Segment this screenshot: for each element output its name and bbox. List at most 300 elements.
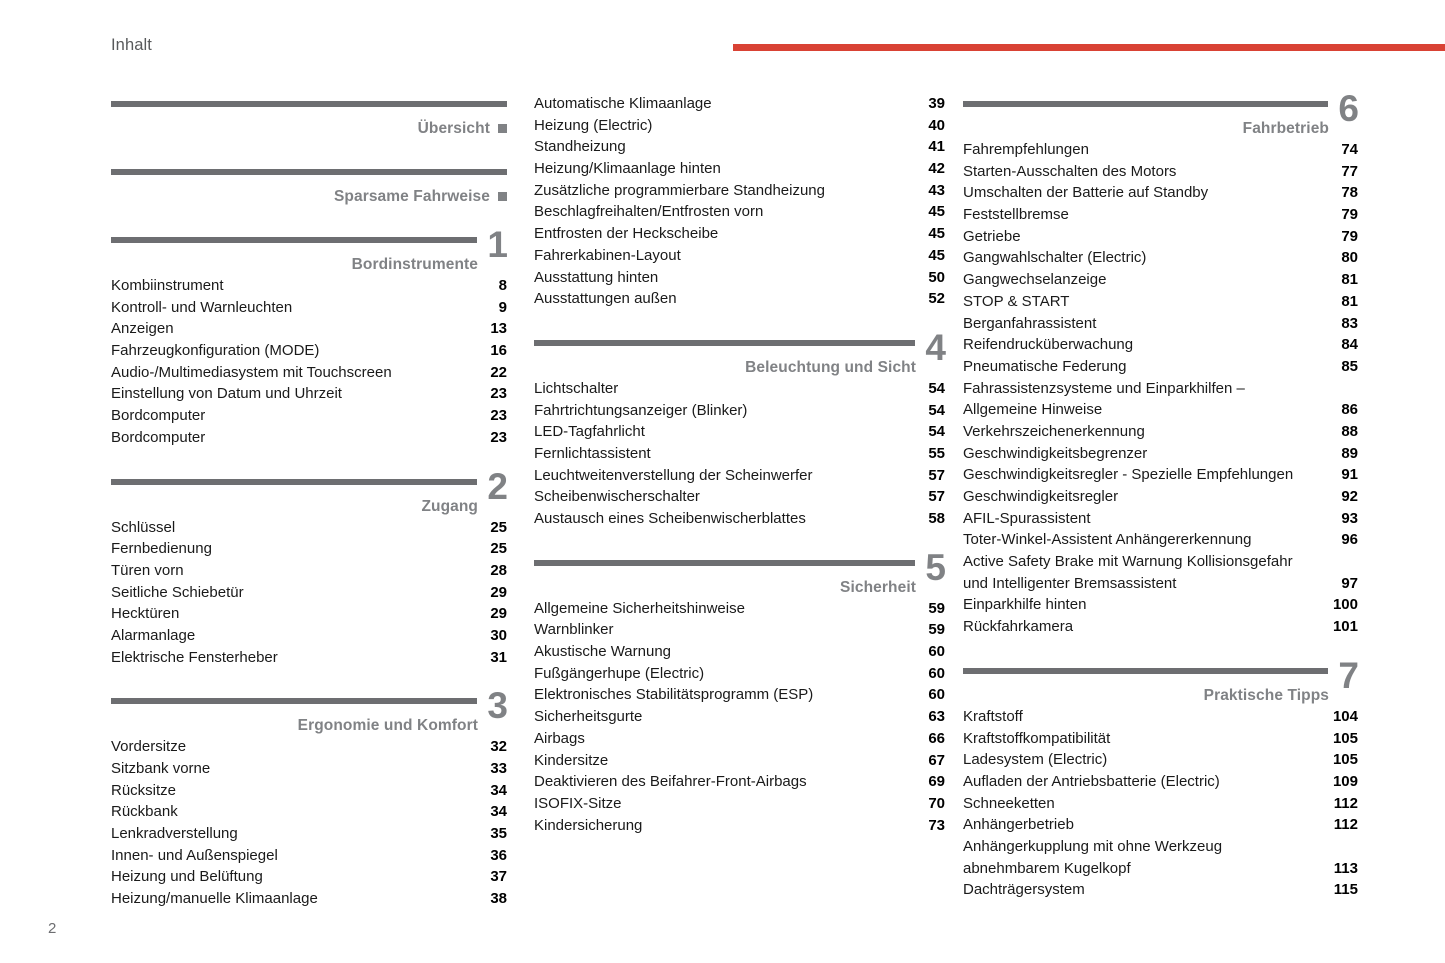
toc-entry-label: Fahrempfehlungen — [963, 141, 1089, 158]
section-header — [963, 654, 1358, 708]
toc-entry[interactable] — [963, 401, 1358, 423]
toc-entry-page-number: 86 — [1341, 401, 1358, 419]
toc-entry-page-number: 45 — [928, 225, 945, 243]
section-header — [111, 685, 507, 738]
toc-entry-list — [111, 519, 507, 671]
toc-entry-page-number: 16 — [490, 342, 507, 360]
section-number: 5 — [925, 546, 945, 588]
toc-entry[interactable] — [963, 596, 1358, 618]
toc-entry-page-number: 105 — [1332, 729, 1358, 747]
toc-entry-page-number: 81 — [1341, 271, 1358, 289]
toc-entry[interactable] — [111, 605, 507, 627]
toc-entry-label: Standheizung — [534, 138, 626, 156]
toc-entry-label: Innen- und Außenspiegel — [111, 846, 278, 864]
toc-entry[interactable] — [534, 247, 945, 269]
toc-entry[interactable] — [963, 531, 1358, 553]
section-rule — [111, 479, 477, 485]
toc-entry-label: Bordcomputer — [111, 407, 206, 425]
toc-entry[interactable] — [963, 730, 1358, 752]
toc-entry[interactable] — [534, 488, 945, 510]
toc-entry[interactable] — [963, 881, 1358, 903]
section-title: Praktische Tipps — [1203, 686, 1329, 704]
toc-entry-page-number: 81 — [1341, 292, 1358, 310]
footer-page-number: 2 — [48, 920, 57, 937]
section-header — [111, 163, 507, 209]
section-number: 6 — [1338, 88, 1358, 129]
section-title: Sicherheit — [840, 578, 916, 596]
toc-entry-label: Rückfahrkamera — [963, 618, 1074, 636]
toc-entry-page-number: 42 — [928, 160, 945, 178]
toc-entry-list — [111, 738, 507, 912]
section-square-marker-icon — [498, 192, 507, 201]
toc-entry-page-number: 32 — [490, 738, 507, 756]
toc-entry[interactable] — [963, 510, 1358, 532]
toc-entry-label: Austausch eines Scheibenwischerblattes — [534, 510, 806, 527]
toc-entry-page-number: 25 — [490, 518, 507, 536]
toc-entry-page-number: 80 — [1341, 249, 1358, 267]
toc-entry-label: Lenkradverstellung — [111, 825, 238, 843]
toc-entry-page-number: 63 — [928, 708, 945, 726]
section-number: 4 — [925, 326, 945, 368]
toc-entry[interactable] — [963, 206, 1358, 228]
toc-entry-page-number: 23 — [490, 407, 507, 425]
toc-entry-label: Dachträgersystem — [963, 881, 1085, 899]
toc-entry-label: Kraftstoffkompatibilität — [963, 729, 1111, 747]
toc-entry[interactable] — [111, 803, 507, 825]
toc-entry[interactable] — [111, 277, 507, 299]
toc-entry-page-number: 57 — [928, 488, 945, 506]
toc-section — [111, 465, 507, 671]
toc-entry-page-number: 9 — [498, 298, 507, 316]
toc-entry-label: Einstellung von Datum und Uhrzeit — [111, 385, 342, 403]
toc-entry[interactable] — [111, 584, 507, 606]
toc-entry[interactable] — [534, 510, 945, 532]
toc-entry[interactable] — [963, 751, 1358, 773]
toc-entry[interactable] — [111, 868, 507, 890]
toc-entry-page-number: 115 — [1333, 881, 1358, 899]
toc-entry[interactable] — [111, 649, 507, 671]
toc-entry-label: Sicherheitsgurte — [534, 708, 643, 726]
toc-entry[interactable] — [963, 423, 1358, 445]
toc-entry[interactable] — [534, 467, 945, 489]
toc-entry-list — [534, 95, 945, 312]
section-header — [111, 224, 507, 277]
toc-entry[interactable] — [963, 445, 1358, 467]
toc-column-1 — [111, 95, 507, 912]
toc-entry-page-number: 22 — [490, 363, 507, 381]
toc-entry[interactable] — [963, 336, 1358, 358]
toc-entry-page-number: 79 — [1341, 206, 1358, 224]
toc-entry-page-number: 31 — [490, 648, 507, 666]
toc-entry[interactable] — [111, 342, 507, 364]
toc-entry-page-number: 74 — [1341, 141, 1358, 158]
toc-entry[interactable] — [534, 182, 945, 204]
toc-entry-label: Kombiinstrument — [111, 277, 224, 294]
toc-entry-page-number: 8 — [498, 277, 507, 294]
toc-entry-label: Toter-Winkel-Assistent Anhängererkennung — [963, 531, 1252, 549]
section-rule — [963, 668, 1328, 674]
toc-entry-label: und Intelligenter Bremsassistent — [963, 574, 1177, 592]
toc-entry-page-number: 54 — [928, 423, 945, 441]
section-rule — [534, 340, 915, 346]
toc-section — [534, 95, 945, 312]
toc-entry[interactable] — [534, 773, 945, 795]
toc-entry[interactable] — [111, 429, 507, 451]
toc-entry[interactable] — [963, 553, 1358, 575]
toc-entry[interactable] — [534, 117, 945, 139]
toc-entry-label: Alarmanlage — [111, 626, 196, 644]
toc-entry[interactable] — [534, 269, 945, 291]
toc-entry[interactable] — [111, 320, 507, 342]
toc-entry[interactable] — [111, 847, 507, 869]
toc-entry-label: Rückbank — [111, 803, 178, 821]
toc-entry[interactable] — [534, 138, 945, 160]
toc-entry[interactable] — [111, 760, 507, 782]
section-number: 3 — [487, 685, 507, 727]
toc-entry[interactable] — [534, 203, 945, 225]
toc-entry-label: Geschwindigkeitsregler - Spezielle Empfehlungen — [963, 466, 1294, 484]
toc-entry-list — [963, 708, 1358, 903]
toc-entry[interactable] — [963, 315, 1358, 337]
toc-entry-label: Warnblinker — [534, 621, 614, 639]
toc-entry[interactable] — [963, 249, 1358, 271]
toc-entry-page-number: 92 — [1341, 488, 1358, 505]
toc-entry-page-number: 112 — [1333, 794, 1358, 812]
toc-entry-page-number: 77 — [1341, 162, 1358, 180]
toc-entry[interactable] — [534, 95, 945, 117]
toc-entry-label: Automatische Klimaanlage — [534, 95, 712, 112]
toc-entry-label: Einparkhilfe hinten — [963, 596, 1087, 614]
toc-entry-page-number: 109 — [1332, 772, 1358, 790]
toc-entry-label: Pneumatische Federung — [963, 357, 1127, 375]
toc-entry-page-number: 60 — [928, 643, 945, 661]
toc-section — [111, 685, 507, 912]
toc-entry[interactable] — [963, 575, 1358, 597]
section-title: Übersicht — [417, 120, 490, 137]
toc-entry[interactable] — [111, 562, 507, 584]
toc-entry-page-number: 91 — [1341, 466, 1358, 484]
toc-entry-page-number: 23 — [490, 428, 507, 446]
section-rule — [111, 101, 507, 107]
toc-entry-page-number: 29 — [490, 583, 507, 601]
toc-entry-label: Deaktivieren des Beifahrer-Front-Airbags — [534, 773, 807, 791]
toc-entry-label: Seitliche Schiebetür — [111, 583, 244, 601]
toc-entry[interactable] — [111, 890, 507, 912]
toc-entry-label: Fußgängerhupe (Electric) — [534, 664, 705, 682]
toc-entry-label: AFIL-Spurassistent — [963, 509, 1091, 527]
toc-entry-page-number: 105 — [1332, 751, 1358, 769]
toc-column-3 — [963, 88, 1358, 903]
toc-entry-label: Scheibenwischerschalter — [534, 488, 700, 506]
toc-entry-label: Lichtschalter — [534, 379, 619, 397]
toc-entry-label: Anzeigen — [111, 320, 174, 338]
toc-entry-page-number: 29 — [490, 605, 507, 623]
toc-entry-page-number: 78 — [1341, 184, 1358, 202]
toc-entry[interactable] — [534, 665, 945, 687]
toc-entry-label: Ausstattung hinten — [534, 268, 659, 286]
toc-section — [534, 546, 945, 839]
page-title: Inhalt — [111, 36, 152, 54]
toc-entry[interactable] — [111, 299, 507, 321]
toc-entry-page-number: 101 — [1332, 618, 1358, 636]
section-header — [111, 95, 507, 141]
toc-entry-label: Fahrzeugkonfiguration (MODE) — [111, 342, 320, 360]
toc-entry-page-number: 59 — [928, 621, 945, 639]
toc-entry-label: Hecktüren — [111, 605, 180, 623]
toc-entry[interactable] — [963, 860, 1358, 882]
toc-entry[interactable] — [111, 738, 507, 760]
section-rule — [111, 698, 477, 704]
toc-entry[interactable] — [963, 163, 1358, 185]
toc-entry-label: Fahrassistenzsysteme und Einparkhilfen – — [963, 379, 1245, 397]
section-header — [534, 546, 945, 600]
toc-entry[interactable] — [963, 380, 1358, 402]
toc-entry[interactable] — [111, 364, 507, 386]
toc-entry[interactable] — [111, 627, 507, 649]
toc-entry-page-number: 25 — [490, 540, 507, 558]
toc-section — [111, 163, 507, 209]
toc-entry[interactable] — [963, 466, 1358, 488]
section-rule — [111, 237, 477, 243]
toc-entry-label: Airbags — [534, 729, 585, 747]
toc-entry[interactable] — [534, 730, 945, 752]
toc-entry[interactable] — [534, 380, 945, 402]
toc-entry[interactable] — [963, 184, 1358, 206]
toc-entry-page-number: 67 — [928, 751, 945, 769]
toc-entry[interactable] — [534, 795, 945, 817]
toc-entry-label: Beschlagfreihalten/Entfrosten vorn — [534, 203, 764, 221]
toc-entry-page-number: 93 — [1341, 509, 1358, 527]
toc-section — [111, 95, 507, 141]
toc-entry-label: Heizung (Electric) — [534, 116, 653, 134]
toc-entry-page-number: 97 — [1341, 574, 1358, 592]
toc-entry-label: Kindersicherung — [534, 816, 643, 834]
toc-entry-page-number: 100 — [1332, 596, 1358, 614]
section-number: 2 — [487, 465, 507, 507]
toc-entry-page-number: 50 — [928, 268, 945, 286]
section-title: Ergonomie und Komfort — [297, 717, 478, 735]
toc-entry-page-number: 57 — [928, 466, 945, 484]
toc-entry[interactable] — [111, 540, 507, 562]
toc-entry[interactable] — [111, 385, 507, 407]
section-rule — [963, 101, 1328, 107]
toc-entry-label: Fahrerkabinen-Layout — [534, 246, 681, 264]
toc-entry[interactable] — [534, 817, 945, 839]
toc-entry-label: Heizung/Klimaanlage hinten — [534, 160, 721, 178]
toc-entry-label: abnehmbarem Kugelkopf — [963, 859, 1131, 877]
toc-entry-label: Zusätzliche programmierbare Standheizung — [534, 181, 825, 199]
toc-entry-label: Heizung und Belüftung — [111, 868, 263, 886]
toc-entry-label: Leuchtweitenverstellung der Scheinwerfer — [534, 466, 813, 484]
toc-entry[interactable] — [963, 773, 1358, 795]
toc-section — [534, 326, 945, 532]
toc-entry-label: Akustische Warnung — [534, 643, 672, 661]
toc-entry[interactable] — [534, 445, 945, 467]
toc-entry[interactable] — [534, 290, 945, 312]
toc-entry[interactable] — [534, 621, 945, 643]
toc-entry-page-number: 33 — [490, 760, 507, 777]
toc-entry[interactable] — [963, 618, 1358, 640]
toc-column-2 — [534, 95, 945, 838]
toc-entry-page-number: 54 — [928, 379, 945, 397]
toc-entry-label: Audio-/Multimediasystem mit Touchscreen — [111, 363, 392, 381]
toc-entry-page-number: 58 — [928, 510, 945, 527]
toc-entry-page-number: 55 — [928, 444, 945, 462]
toc-entry-label: Berganfahrassistent — [963, 314, 1097, 332]
toc-entry[interactable] — [963, 271, 1358, 293]
toc-entry[interactable] — [963, 708, 1358, 730]
toc-entry-page-number: 88 — [1341, 422, 1358, 440]
toc-entry[interactable] — [534, 643, 945, 665]
toc-entry-label: Kraftstoff — [963, 707, 1023, 725]
toc-entry-page-number: 89 — [1341, 444, 1358, 462]
section-number: 1 — [487, 224, 507, 265]
toc-entry-label: Sitzbank vorne — [111, 760, 211, 777]
toc-entry-label: Anhängerkupplung mit ohne Werkzeug — [963, 837, 1223, 855]
toc-entry-label: Getriebe — [963, 227, 1021, 245]
toc-entry[interactable] — [534, 752, 945, 774]
toc-entry-label: Anhängerbetrieb — [963, 816, 1074, 834]
toc-entry-page-number: 30 — [490, 626, 507, 644]
toc-entry-label: STOP & START — [963, 292, 1070, 310]
toc-entry-page-number: 113 — [1333, 859, 1358, 877]
toc-entry-label: Aufladen der Antriebsbatterie (Electric) — [963, 772, 1220, 790]
toc-entry-label: ISOFIX-Sitze — [534, 794, 622, 812]
section-title: Beleuchtung und Sicht — [745, 358, 916, 376]
toc-entry[interactable] — [534, 600, 945, 622]
toc-entry-page-number: 40 — [928, 116, 945, 134]
toc-entry-label: Fernlichtassistent — [534, 444, 651, 462]
header-red-rule — [733, 44, 1445, 51]
toc-entry-page-number: 112 — [1333, 816, 1358, 834]
toc-entry[interactable] — [963, 228, 1358, 250]
toc-entry-page-number: 39 — [928, 95, 945, 112]
toc-entry-page-number: 43 — [928, 181, 945, 199]
toc-entry-page-number: 41 — [928, 138, 945, 156]
toc-entry[interactable] — [111, 782, 507, 804]
toc-entry-label: Verkehrszeichenerkennung — [963, 422, 1145, 440]
section-title: Zugang — [421, 497, 478, 515]
toc-entry[interactable] — [963, 816, 1358, 838]
toc-entry-page-number: 73 — [928, 816, 945, 834]
toc-entry-page-number: 52 — [928, 290, 945, 308]
toc-entry-label: Geschwindigkeitsbegrenzer — [963, 444, 1148, 462]
toc-entry-page-number: 83 — [1341, 314, 1358, 332]
toc-entry-page-number: 34 — [490, 803, 507, 821]
toc-entry-label: Allgemeine Sicherheitshinweise — [534, 599, 745, 617]
toc-entry-label: Elektrische Fensterheber — [111, 648, 278, 666]
toc-entry-page-number: 23 — [490, 385, 507, 403]
toc-entry-page-number: 37 — [490, 868, 507, 886]
toc-entry-label: Geschwindigkeitsregler — [963, 488, 1119, 505]
section-square-marker-icon — [498, 124, 507, 133]
toc-entry-label: Bordcomputer — [111, 428, 206, 446]
toc-entry-label: Schneeketten — [963, 794, 1055, 812]
toc-entry[interactable] — [963, 488, 1358, 510]
toc-entry-page-number: 34 — [490, 781, 507, 799]
toc-entry[interactable] — [534, 225, 945, 247]
toc-section — [111, 224, 507, 451]
toc-entry-label: Fahrtrichtungsanzeiger (Blinker) — [534, 401, 748, 419]
toc-entry[interactable] — [111, 519, 507, 541]
toc-entry-label: Rücksitze — [111, 781, 177, 799]
toc-entry[interactable] — [534, 160, 945, 182]
toc-entry-page-number: 69 — [928, 773, 945, 791]
toc-entry-page-number: 70 — [928, 794, 945, 812]
toc-entry-label: Entfrosten der Heckscheibe — [534, 225, 719, 243]
toc-entry[interactable] — [534, 686, 945, 708]
section-header — [111, 465, 507, 519]
toc-entry-page-number: 38 — [490, 890, 507, 908]
toc-entry-label: Fernbedienung — [111, 540, 212, 558]
toc-entry-page-number: 36 — [490, 846, 507, 864]
toc-entry-label: Gangwahlschalter (Electric) — [963, 249, 1147, 267]
toc-entry-label: Starten-Ausschalten des Motors — [963, 162, 1177, 180]
toc-entry-page-number: 35 — [490, 825, 507, 843]
toc-entry-page-number: 60 — [928, 664, 945, 682]
section-number: 7 — [1338, 654, 1358, 696]
toc-entry[interactable] — [111, 825, 507, 847]
toc-entry-label: Ladesystem (Electric) — [963, 751, 1108, 769]
toc-entry-label: Allgemeine Hinweise — [963, 401, 1103, 419]
toc-entry-page-number: 45 — [928, 203, 945, 221]
section-rule — [111, 169, 507, 175]
section-header — [534, 326, 945, 380]
toc-entry-label: Schlüssel — [111, 518, 176, 536]
toc-entry-label: Türen vorn — [111, 561, 184, 579]
toc-entry-page-number: 85 — [1341, 357, 1358, 375]
section-title: Fahrbetrieb — [1242, 120, 1329, 137]
toc-entry[interactable] — [963, 293, 1358, 315]
toc-entry-page-number: 60 — [928, 686, 945, 704]
toc-entry-label: Reifendrucküberwachung — [963, 336, 1134, 354]
toc-entry-page-number: 84 — [1341, 336, 1358, 354]
toc-entry-label: Gangwechselanzeige — [963, 271, 1107, 289]
toc-entry-page-number: 104 — [1332, 707, 1358, 725]
toc-entry[interactable] — [111, 407, 507, 429]
toc-entry-label: Kontroll- und Warnleuchten — [111, 298, 293, 316]
toc-entry-label: LED-Tagfahrlicht — [534, 423, 645, 441]
section-title: Sparsame Fahrweise — [333, 188, 490, 205]
toc-entry-label: Heizung/manuelle Klimaanlage — [111, 890, 318, 908]
toc-entry[interactable] — [534, 402, 945, 424]
toc-entry[interactable] — [963, 795, 1358, 817]
section-rule — [534, 560, 915, 566]
toc-entry-page-number: 45 — [928, 246, 945, 264]
toc-entry-page-number: 96 — [1341, 531, 1358, 549]
toc-entry-list — [534, 600, 945, 839]
toc-entry-label: Kindersitze — [534, 751, 609, 769]
toc-entry[interactable] — [534, 708, 945, 730]
toc-entry[interactable] — [963, 358, 1358, 380]
toc-entry-label: Ausstattungen außen — [534, 290, 677, 308]
toc-entry[interactable] — [963, 141, 1358, 163]
toc-entry-list — [963, 141, 1358, 640]
toc-entry-label: Elektronisches Stabilitätsprogramm (ESP) — [534, 686, 814, 704]
section-title: Bordinstrumente — [351, 256, 478, 273]
page-header — [0, 0, 1445, 70]
toc-section — [963, 88, 1358, 640]
toc-entry-list — [111, 277, 507, 451]
toc-entry-page-number: 28 — [490, 561, 507, 579]
toc-entry[interactable] — [534, 423, 945, 445]
toc-entry[interactable] — [963, 838, 1358, 860]
toc-entry-label: Active Safety Brake mit Warnung Kollisionsgefahr — [963, 553, 1293, 571]
toc-entry-page-number: 59 — [928, 599, 945, 617]
toc-entry-page-number: 54 — [928, 401, 945, 419]
section-header — [963, 88, 1358, 141]
toc-entry-label: Feststellbremse — [963, 206, 1069, 224]
